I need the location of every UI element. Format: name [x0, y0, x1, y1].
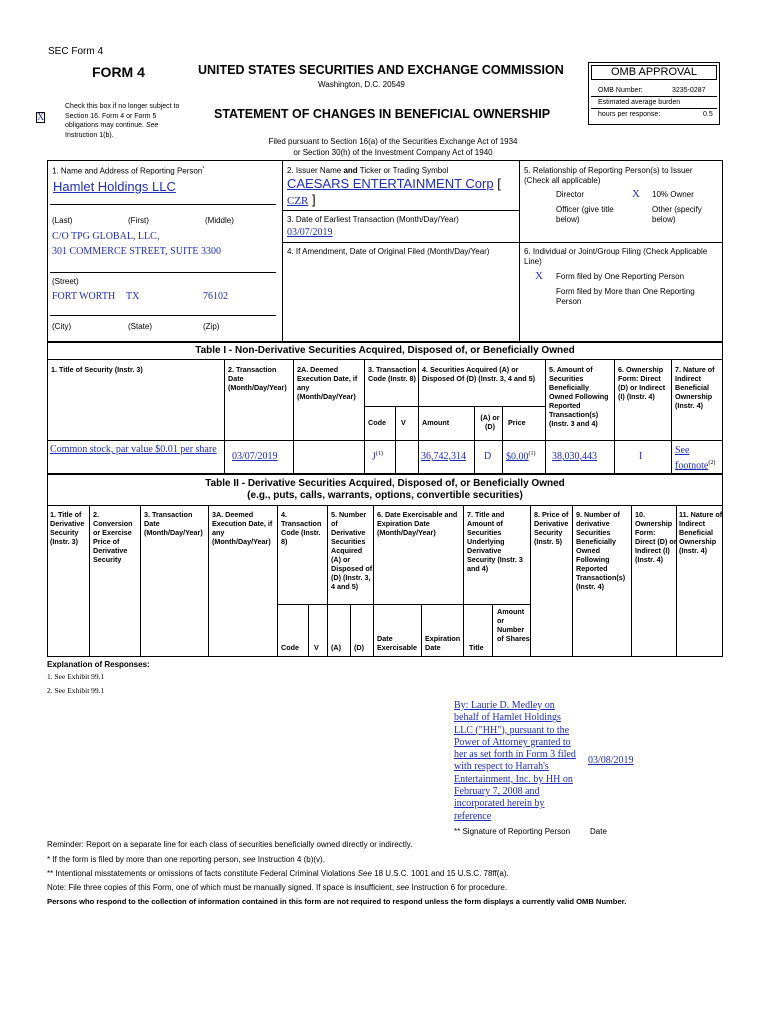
director-option: Director [556, 190, 585, 199]
signature-line: LLC ("HH"), pursuant to the [454, 724, 570, 736]
issuer-line: CAESARS ENTERTAINMENT Corp [ [287, 176, 501, 191]
t2-col-price: 8. Price of Derivative Security (Instr. 5) [534, 510, 569, 546]
omb-persons-note: Persons who respond to the collection of information contained in this form are not required to respond unless the form displays a currently valid OMB Number. [47, 897, 627, 906]
t2-col-exercisable: 6. Date Exercisable and Expiration Date (Month/Day/Year) [377, 510, 458, 537]
signature-label: ** Signature of Reporting Person [454, 827, 571, 836]
address-line2: 301 COMMERCE STREET, SUITE 3300 [52, 246, 221, 257]
t2-col-number: 5. Number of Derivative Securities Acquired (A) or Disposed of (D) (Instr. 3, 4 and 5) [331, 510, 373, 591]
table2-title: Table II - Derivative Securities Acquired, Disposed of, or Beneficially Owned (e.g., puts, calls, warrants, options, convertible securities) [205, 478, 565, 501]
t2-col-owned: 9. Number of derivative Securities Beneficially Owned Following Reported Transaction(s) (Instr. 4) [576, 510, 626, 591]
signature-line: her as set forth in Form 3 filed [454, 749, 576, 761]
t1-col-acquired: 4. Securities Acquired (A) or Disposed Of (D) (Instr. 3, 4 and 5) [422, 365, 536, 383]
omb-number-value: 3235-0287 [672, 87, 706, 94]
date-label: Date [590, 827, 607, 836]
t2-col-nature: 11. Nature of Indirect Beneficial Ownership (Instr. 4) [679, 510, 723, 555]
state-label: (State) [128, 322, 153, 331]
explanation-title: Explanation of Responses: [47, 660, 150, 669]
t1-col-title: 1. Title of Security (Instr. 3) [51, 365, 143, 374]
t1-row-code: $J^{(1)}$ [372, 451, 383, 463]
middle-label: (Middle) [205, 216, 234, 225]
t1-row-amount: 36,742,314 [421, 451, 466, 462]
t2-sub-a: (A) [331, 643, 341, 652]
t1-sub-amount: Amount [422, 418, 450, 427]
reminder-text: Reminder: Report on a separate line for each class of securities beneficially owned directly or indirectly. [47, 840, 413, 849]
t2-col-underlying: 7. Title and Amount of Securities Underlying Derivative Security (Instr. 3 and 4) [467, 510, 523, 573]
one-reporting-person-mark[interactable]: X [535, 270, 543, 282]
t2-sub-d: (D) [354, 643, 364, 652]
zip-label: (Zip) [203, 322, 220, 331]
box3-label: 3. Date of Earliest Transaction (Month/Day/Year) [287, 215, 459, 224]
t1-sub-v: V [401, 418, 406, 427]
signature-line: Entertainment, Inc. by HH on [454, 773, 573, 785]
t1-col-nature: 7. Nature of Indirect Beneficial Ownership (Instr. 4) [675, 365, 715, 410]
t2-col-date: 3. Transaction Date (Month/Day/Year) [144, 510, 203, 537]
address-line1: C/O TPG GLOBAL, LLC, [52, 231, 160, 242]
city-value: FORT WORTH [52, 291, 116, 302]
star-note: * If the form is filed by more than one reporting person, see Instruction 4 (b)(v). [47, 855, 325, 864]
signature-line: By: Laurie D. Medley on [454, 700, 555, 711]
t1-row-nature: See footnote$^{(2)}$ [675, 445, 716, 472]
ticker-line: CZR ] [287, 192, 316, 207]
form-title: FORM 4 [92, 64, 145, 80]
no-longer-subject-checkbox[interactable]: X [37, 112, 45, 123]
signature-line: February 7, 2008 and [454, 786, 540, 798]
one-reporting-person-option: Form filed by One Reporting Person [556, 272, 685, 281]
t1-row-price: $0.00$^{(1)}$ [506, 451, 536, 463]
t1-row-date: 03/07/2019 [232, 451, 278, 462]
t2-col-code: 4. Transaction Code (Instr. 8) [281, 510, 322, 546]
t1-row-ad: D [484, 451, 492, 462]
file-copies-note: Note: File three copies of this Form, one of which must be manually signed. If space is insufficient, see Instruction 6 for procedure. [47, 883, 508, 892]
t2-sub-v: V [314, 643, 319, 652]
officer-option: Officer (give title below) [556, 205, 614, 224]
box1-label: 1. Name and Address of Reporting Person* [52, 166, 205, 176]
signature-line: reference [454, 810, 492, 822]
more-reporting-persons-option: Form filed by More than One Reporting Person [556, 287, 695, 306]
signature-line: incorporated herein by [454, 798, 545, 810]
sec-form-label: SEC Form 4 [48, 46, 104, 57]
footnote-2: 2. See Exhibit 99.1 [47, 686, 105, 695]
omb-burden-label: Estimated average burden [598, 99, 681, 106]
t1-sub-price: Price [508, 418, 526, 427]
t1-sub-code: Code [368, 418, 386, 427]
statement-title: STATEMENT OF CHANGES IN BENEFICIAL OWNERSHIP [214, 107, 551, 121]
zip-value: 76102 [203, 291, 228, 302]
t1-col-date: 2. Transaction Date (Month/Day/Year) [228, 365, 287, 392]
t1-col-ownership-form: 6. Ownership Form: Direct (D) or Indirect (I) (Instr. 4) [618, 365, 666, 401]
state-value: TX [126, 291, 140, 302]
ten-percent-owner-option: 10% Owner [652, 190, 694, 199]
t2-col-deemed: 3A. Deemed Execution Date, if any (Month/Day/Year) [212, 510, 273, 546]
t2-col-ownership-form: 10. Ownership Form: Direct (D) or Indirect (I) (Instr. 4) [635, 510, 677, 564]
t1-col-code: 3. Transaction Code (Instr. 8) [368, 365, 417, 383]
signature-line: Power of Attorney granted to [454, 736, 571, 748]
ten-percent-owner-mark[interactable]: X [632, 188, 640, 200]
commission-title: UNITED STATES SECURITIES AND EXCHANGE COMMISSION [198, 63, 564, 77]
other-option: Other (specify below) [652, 205, 702, 224]
filed-pursuant: Filed pursuant to Section 16(a) of the Securities Exchange Act of 1934 or Section 30(h) of the Investment Company Act of 1940 [268, 137, 518, 157]
t2-sub-date-exercisable: Date Exercisable [377, 634, 417, 652]
street-label: (Street) [52, 277, 79, 286]
city-line: Washington, D.C. 20549 [318, 80, 405, 89]
checkbox-instructions: Check this box if no longer subject to Section 16. Form 4 or Form 5 obligations may continue. See Instruction 1(b). [65, 103, 180, 139]
earliest-transaction-date: 03/07/2019 [287, 227, 333, 238]
signature-line: with respect to Harrah's [454, 761, 549, 773]
t1-row-title: Common stock, par value $0.01 per share [50, 444, 217, 455]
t1-col-amount-owned: 5. Amount of Securities Beneficially Owned Following Reported Transaction(s) (Instr. 3 and 4) [549, 365, 609, 428]
signature-line: behalf of Hamlet Holdings [454, 712, 561, 724]
box4-label: 4. If Amendment, Date of Original Filed (Month/Day/Year) [287, 247, 490, 256]
omb-title: OMB APPROVAL [591, 65, 717, 80]
omb-number-label: OMB Number: [598, 87, 643, 94]
table1-title: Table I - Non-Derivative Securities Acquired, Disposed of, or Beneficially Owned [195, 345, 575, 356]
footnote-1: 1. See Exhibit 99.1 [47, 672, 105, 681]
t2-sub-amount: Amount or Number of Shares [497, 607, 530, 643]
t2-col-conversion: 2. Conversion or Exercise Price of Derivative Security [93, 510, 133, 564]
t1-row-owned: 38,030,443 [552, 451, 597, 462]
t1-col-deemed: 2A. Deemed Execution Date, if any (Month/Day/Year) [297, 365, 358, 401]
t2-sub-expiration: Expiration Date [425, 634, 461, 652]
t2-sub-title: Title [469, 643, 484, 652]
first-label: (First) [128, 216, 149, 225]
box2-label: 2. Issuer Name and Ticker or Trading Symbol [287, 166, 449, 175]
city-label: (City) [52, 322, 72, 331]
t1-row-form: I [639, 451, 643, 462]
t2-sub-code: Code [281, 643, 299, 652]
reporting-person-name: Hamlet Holdings LLC [53, 179, 176, 194]
box6-label: 6. Individual or Joint/Group Filing (Check Applicable Line) [524, 247, 708, 266]
signature-date: 03/08/2019 [588, 755, 634, 766]
last-label: (Last) [52, 216, 73, 225]
signature-block [454, 700, 594, 823]
box5-label: 5. Relationship of Reporting Person(s) to Issuer (Check all applicable) [524, 166, 693, 185]
t2-col-title: 1. Title of Derivative Security (Instr. 3) [50, 510, 85, 546]
omb-hours-value: 0.5 [703, 111, 713, 118]
omb-hours-label: hours per response: [598, 111, 661, 118]
t1-sub-ad: (A) or (D) [480, 413, 500, 431]
double-star-note: ** Intentional misstatements or omissions of facts constitute Federal Criminal Violations See 18 U.S.C. 1001 and 15 U.S.C. 78ff(a). [47, 869, 509, 878]
